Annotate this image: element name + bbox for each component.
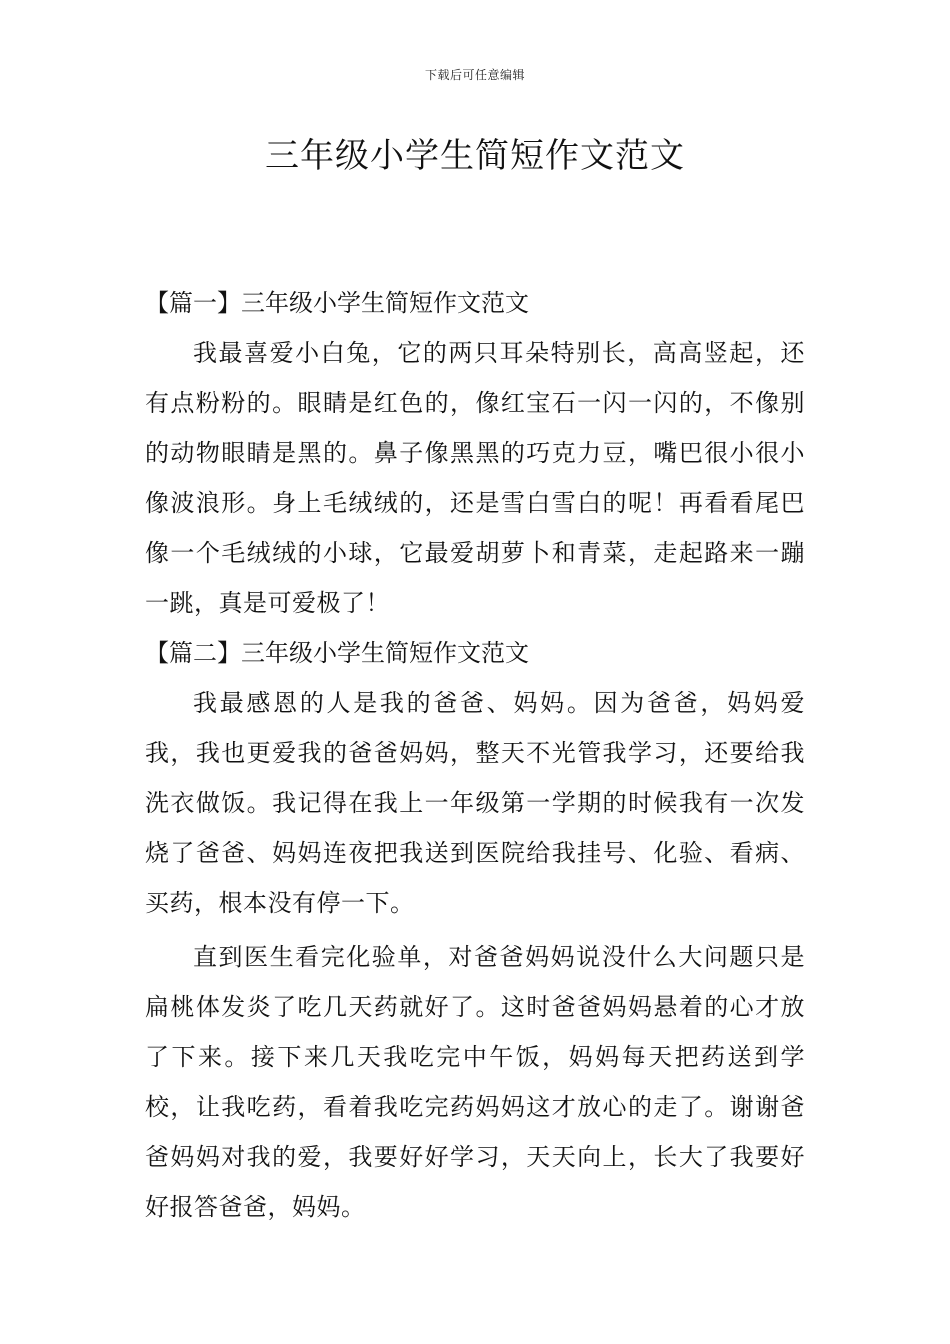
essay-paragraph: 我最感恩的人是我的爸爸、妈妈。因为爸爸，妈妈爱我，我也更爱我的爸爸妈妈，整天不光管我学习，还要给我洗衣做饭。我记得在我上一年级第一学期的时候我有一次发烧了爸爸、妈妈连夜把我送到医院给我挂号、化验、看病、买药，根本没有停一下。 — [145, 689, 805, 917]
essay-section-1 — [145, 278, 805, 628]
document-body — [145, 278, 805, 1232]
essay-paragraph: 直到医生看完化验单，对爸爸妈妈说没什么大问题只是扁桃体发炎了吃几天药就好了。这时爸爸妈妈悬着的心才放了下来。接下来几天我吃完中午饭，妈妈每天把药送到学校，让我吃药，看着我吃完药妈妈这才放心的走了。谢谢爸爸妈妈对我的爱，我要好好学习，天天向上，长大了我要好好报答爸爸，妈妈。 — [145, 943, 805, 1221]
section-heading-1: 【篇一】三年级小学生简短作文范文 — [145, 289, 529, 317]
section-heading-2: 【篇二】三年级小学生简短作文范文 — [145, 639, 529, 667]
page-title: 三年级小学生简短作文范文 — [265, 136, 685, 176]
essay-paragraph: 我最喜爱小白兔，它的两只耳朵特别长，高高竖起，还有点粉粉的。眼睛是红色的，像红宝石一闪一闪的，不像别的动物眼睛是黑的。鼻子像黑黑的巧克力豆，嘴巴很小很小像波浪形。身上毛绒绒的，还是雪白雪白的呢！再看看尾巴像一个毛绒绒的小球，它最爱胡萝卜和青菜，走起路来一蹦一跳，真是可爱极了！ — [145, 339, 805, 617]
header-note: 下载后可任意编辑 — [424, 68, 525, 82]
essay-section-2 — [145, 628, 805, 1232]
